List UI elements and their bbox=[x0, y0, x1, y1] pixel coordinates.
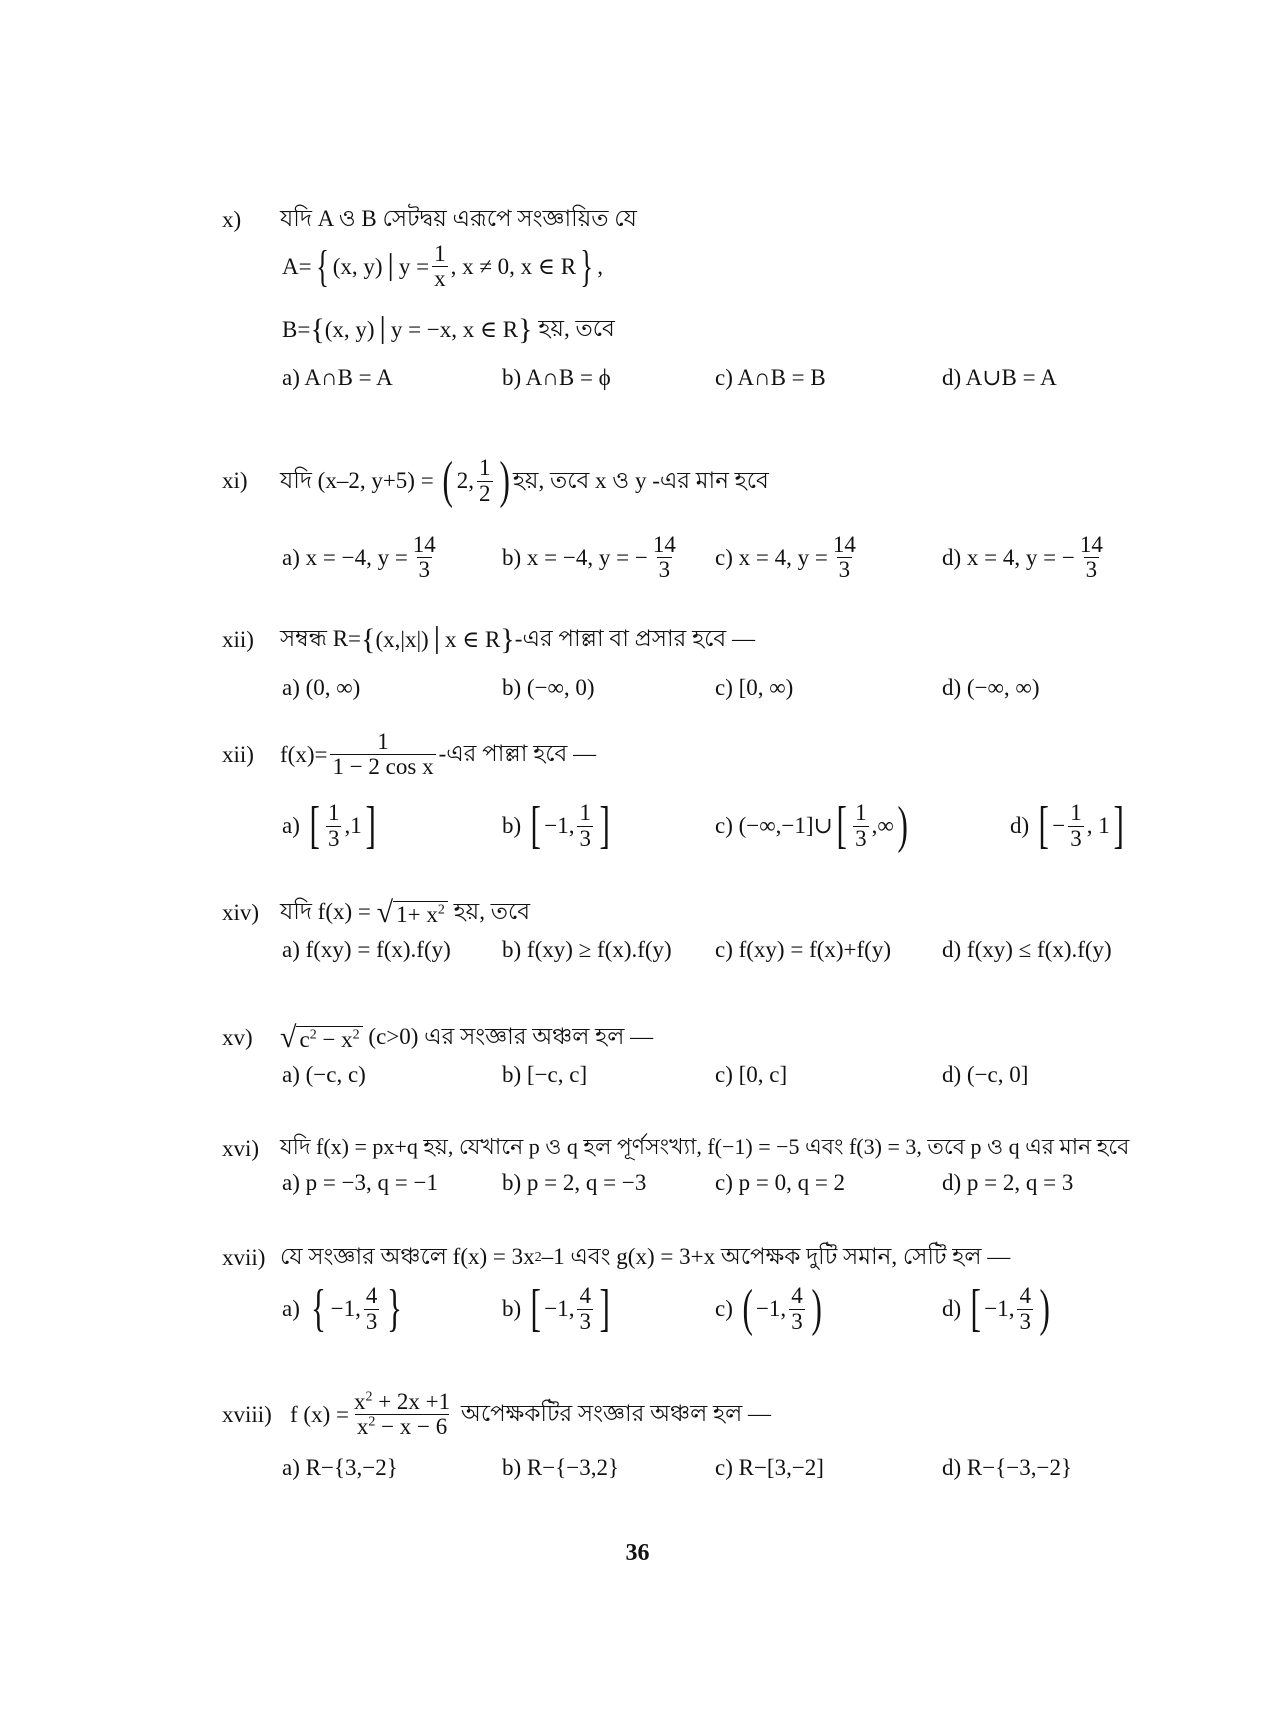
option-d: d) R−{−3,−2} bbox=[942, 1455, 1072, 1480]
fraction: $\frac{1}{\text{1 − 2 cos x}}$ bbox=[332, 729, 434, 780]
option-c: c) A∩B = B bbox=[715, 365, 826, 390]
option-a: a) { −1, $\frac{4}{3}$ } bbox=[282, 1280, 403, 1337]
option-b: b) (−∞, 0) bbox=[502, 675, 595, 700]
option-a: a) R−{3,−2} bbox=[282, 1455, 398, 1480]
option-b: b) x = −4, y = − $\frac{14}{3}$ bbox=[502, 532, 676, 583]
question-number: xiv) bbox=[222, 899, 260, 925]
fraction: $\frac{1}{x}$ bbox=[434, 241, 446, 292]
option-c: c) [0, c] bbox=[715, 1062, 788, 1087]
fraction: $\frac{x^2 + 2x +1}{x^2 - x - 6}$ bbox=[353, 1389, 451, 1440]
document-page: x) যদি A ও B সেটদ্বয় এরূপে সংজ্ঞায়িত যে A= { (x, y)│y = $\frac{1}{x}$ , x ≠ 0, x ∈ R } , B= { (x, y)│y = −x, x ∈ R } হয়, তবে a) A∩B = A b) A∩B = ϕ c) A∩B = B d) A∪B = A xi) যদি (x–2, y+5) = ( 2, $\frac{1}{2}$ ) হয়, তবে x ও y -এর মান হবে a) x = −4, y = $\frac{14}{3}$ b) x = −4, y = − $\frac{14}{3}$ c) x = 4, y = $\frac{14}{3}$ d) x = 4, y = − $\frac{14}{3}$ xii) সম্বন্ধ R= { (x,|x|)│x ∈ R } -এর পাল্লা বা প্রসার হবে — a) (0, ∞) b) (−∞, 0) c) [0, ∞) d) (−∞, ∞) xii) f(x)= $\frac{1}{\text{1 − 2 cos x}}$ -এর পাল্লা হবে — a) [ $\frac{1}{3}$ ,1 ] b) [ −1, $\frac{1}{3}$ ] c) (−∞,−1]∪ [ $\frac{1}{3}$ ,∞ ) d) [ − $\frac{1}{3}$ , 1 ] xiv) যদি f(x) = √ $1+ x^2$ হয়, তবে a) f(xy) = f(x).f(y) b) f(xy) ≥ f(x).f(y) c) f(xy) = f(x)+f(y) d) f(xy) ≤ f(x).f(y) xv) √ $c^2 - x^2$ (c>0) এর সংজ্ঞার অঞ্চল হল — a) (−c, c) b) [−c, c] c) [0, c] d) (−c, 0] xvi) যদি f(x) = px+q হয়, যেখানে p ও q হল পূর্ণসংখ্যা, f(−1) = −5 এবং f(3) = 3, তবে p ও q এর মান হবে a) p = −3, q = −1 b) p = 2, q = −3 c) p = 0, q = 2 d) p = 2, q = 3 xvii) যে সংজ্ঞার অঞ্চলে f(x) = 3x 2 –1 এবং g(x) = 3+x অপেক্ষক দুটি সমান, সেটি হল — a) { −1, $\frac{4}{3}$ } b) [ −1, $\frac{4}{3}$ ] c) ( −1, $\frac{4}{3}$ ) d) [ −1, $\frac{4}{3}$ ) xviii) f (x) = $\frac{x^2 + 2x +1}{x^2 - x - 6}$ অপেক্ষকটির সংজ্ঞার অঞ্চল হল — a) R−{3,−2} b) R−{−3,2} c) R−[3,−2] d) R−{−3,−2} 36 bbox=[0, 0, 1275, 1710]
option-c: c) ( −1, $\frac{4}{3}$ ) bbox=[715, 1280, 822, 1337]
option-b: b) p = 2, q = −3 bbox=[502, 1170, 647, 1195]
question-number: xv) bbox=[222, 1024, 253, 1050]
option-a: a) (−c, c) bbox=[282, 1062, 366, 1087]
option-a: a) x = −4, y = $\frac{14}{3}$ bbox=[282, 532, 436, 583]
question-number: xii) bbox=[222, 741, 254, 767]
option-a: a) f(xy) = f(x).f(y) bbox=[282, 937, 451, 962]
option-d: d) A∪B = A bbox=[942, 365, 1057, 390]
option-a: a) p = −3, q = −1 bbox=[282, 1170, 439, 1195]
option-b: b) R−{−3,2} bbox=[502, 1455, 620, 1480]
option-a: a) (0, ∞) bbox=[282, 675, 361, 700]
option-c: c) [0, ∞) bbox=[715, 675, 794, 700]
option-d: d) [ −1, $\frac{4}{3}$ ) bbox=[942, 1280, 1050, 1337]
option-d: d) f(xy) ≤ f(x).f(y) bbox=[942, 937, 1112, 962]
option-b: b) [ −1, $\frac{1}{3}$ ] bbox=[502, 797, 610, 854]
set-b-definition: B= { (x, y)│y = −x, x ∈ R } হয়, তবে bbox=[282, 312, 615, 346]
question-number: xviii) bbox=[222, 1401, 272, 1427]
option-d: d) (−∞, ∞) bbox=[942, 675, 1040, 700]
option-c: c) (−∞,−1]∪ [ $\frac{1}{3}$ ,∞ ) bbox=[715, 797, 908, 854]
option-b: b) [−c, c] bbox=[502, 1062, 588, 1087]
option-d: d) [ − $\frac{1}{3}$ , 1 ] bbox=[1010, 797, 1124, 854]
question-number: xi) bbox=[222, 468, 248, 493]
option-a: a) A∩B = A bbox=[282, 365, 393, 390]
fraction: $\frac{1}{2}$ bbox=[479, 455, 491, 506]
option-b: b) f(xy) ≥ f(x).f(y) bbox=[502, 937, 672, 962]
question-number: xvii) bbox=[222, 1244, 266, 1270]
set-a-definition: A= { (x, y)│y = $\frac{1}{x}$ , x ≠ 0, x ∈ R } , bbox=[282, 241, 603, 292]
option-b: b) A∩B = ϕ bbox=[502, 365, 611, 390]
option-c: c) x = 4, y = $\frac{14}{3}$ bbox=[715, 532, 856, 583]
option-d: d) (−c, 0] bbox=[942, 1062, 1029, 1087]
option-d: d) x = 4, y = − $\frac{14}{3}$ bbox=[942, 532, 1103, 583]
option-c: c) f(xy) = f(x)+f(y) bbox=[715, 937, 891, 962]
option-c: c) p = 0, q = 2 bbox=[715, 1170, 846, 1195]
question-number: xii) bbox=[222, 626, 254, 652]
option-d: d) p = 2, q = 3 bbox=[942, 1170, 1074, 1195]
question-number: x) bbox=[222, 206, 242, 232]
page-number: 36 bbox=[625, 1540, 650, 1566]
option-c: c) R−[3,−2] bbox=[715, 1455, 824, 1480]
square-root: √ $c^2 - x^2$ bbox=[280, 1023, 363, 1053]
square-root: √ $1+ x^2$ bbox=[377, 898, 448, 928]
question-number: xvi) bbox=[222, 1135, 260, 1161]
option-b: b) [ −1, $\frac{4}{3}$ ] bbox=[502, 1280, 610, 1337]
question-stem: যদি f(x) = px+q হয়, যেখানে p ও q হল পূর্ণসংখ্যা, f(−1) = −5 এবং f(3) = 3, তবে p ও q এর মান হবে bbox=[280, 1134, 1130, 1159]
option-a: a) [ $\frac{1}{3}$ ,1 ] bbox=[282, 797, 376, 854]
question-stem: যদি A ও B সেটদ্বয় এরূপে সংজ্ঞায়িত যে bbox=[280, 206, 637, 231]
